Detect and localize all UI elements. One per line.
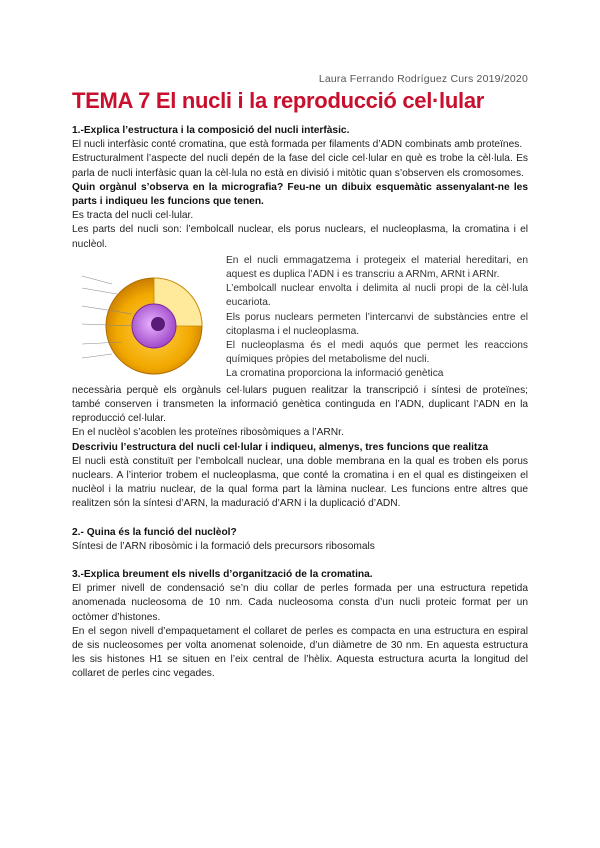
paragraph: Les parts del nucli son: l’embolcall nuclear, els porus nuclears, el nucleoplasma, la cromatina i el nuclèol. <box>72 224 528 250</box>
question-3: 3.-Explica breument els nivells d’organització de la cromatina. <box>72 569 373 581</box>
paragraph: Síntesi de l’ARN ribosòmic i la formació dels precursors ribosomals <box>72 540 375 552</box>
page-title: TEMA 7 El nucli i la reproducció cel·lular <box>72 88 485 113</box>
paragraph: En el segon nivell d’empaquetament el collaret de perles es compacta en una estructura en espiral de sis nucleosomes per volta anomenat solenoide, d’un diàmetre de 30 nm. En aquesta estructura les sis histones H1 se situen en l’eix central de l’hèlix. Aquesta estructura acurta la longitud del collaret de perles cinc vegades. <box>72 625 528 680</box>
sub-question-2: Descriviu l’estructura del nucli cel·lular i indiqueu, almenys, tres funcions que realitza <box>72 441 489 453</box>
document-body <box>72 124 528 682</box>
paragraph: El primer nivell de condensació se’n diu collar de perles formada per una estructura repetida anomenada nucleosoma de 10 nm. Cada nucleosoma consta d’un nucli proteic format per un octòmer d’histones. <box>72 583 528 623</box>
cell-nucleus-illustration <box>72 254 226 384</box>
list-item: El nucleoplasma és el medi aquós que permet les reaccions químiques pròpies del metabolisme del nucli. <box>226 340 528 366</box>
paragraph: El nucli està constituït per l’embolcall nuclear, una doble membrana en la qual es troben els porus nuclears. A l’interior trobem el nucleoplasma, que conté la cromatina i en el qual es distingeixen el nuclèol i la matriu nuclear, de la qual forma part la làmina nuclear. Les funcions entre altres que realitzen són la síntesi d’ARN, la maduració d’ARN i la duplicació d’ADN. <box>72 455 528 510</box>
paragraph: En el nuclèol s’acoblen les proteïnes ribosòmiques a l’ARNr. <box>72 427 344 439</box>
list-item: En el nucli emmagatzema i protegeix el material hereditari, en aquest es duplica l’ADN i es transcriu a ARNm, ARNt i ARNr. <box>226 254 528 281</box>
paragraph: Estructuralment l’aspecte del nucli depén de la fase del cicle cel·lular en què es trobe la cèl·lula. Es parla de nucli interfàsic quan la cèl·lula no està en divisió i mitòtic quan s’observen els cromosomes. <box>72 153 528 179</box>
question-1: 1.-Explica l’estructura i la composició del nucli interfàsic. <box>72 125 350 136</box>
paragraph: El nucli interfàsic conté cromatina, que està formada per filaments d’ADN combinats amb proteïnes. <box>72 139 523 151</box>
author-line: Laura Ferrando Rodríguez Curs 2019/2020 <box>318 73 528 85</box>
list-item: Els porus nuclears permeten l’intercanvi de substàncies entre el citoplasma i el nucleoplasma. <box>226 311 528 337</box>
question-2: 2.- Quina és la funció del nuclèol? <box>72 526 237 538</box>
cell-diagram-image <box>72 254 226 384</box>
paragraph: Es tracta del nucli cel·lular. <box>72 210 194 222</box>
sub-question: Quin orgànul s’observa en la micrografia? Feu-ne un dibuix esquemàtic assenyalant-ne les parts i indiqueu les funcions que tenen. <box>72 181 528 208</box>
list-item: La cromatina proporciona la informació genètica <box>226 368 444 380</box>
nucleus-parts-list <box>226 254 528 384</box>
paragraph: necessària perquè els orgànuls cel·lulars puguen realitzar la transcripció i síntesi de proteïnes; també conserven i transmeten la informació genètica continguda en l’ADN, duplicant l’ADN en la reproducció cel·lular. <box>72 384 528 425</box>
list-item: L’embolcall nuclear envolta i delimita al nucli propi de la cèl·lula eucariota. <box>226 283 528 309</box>
cell-figure-row <box>72 254 528 384</box>
